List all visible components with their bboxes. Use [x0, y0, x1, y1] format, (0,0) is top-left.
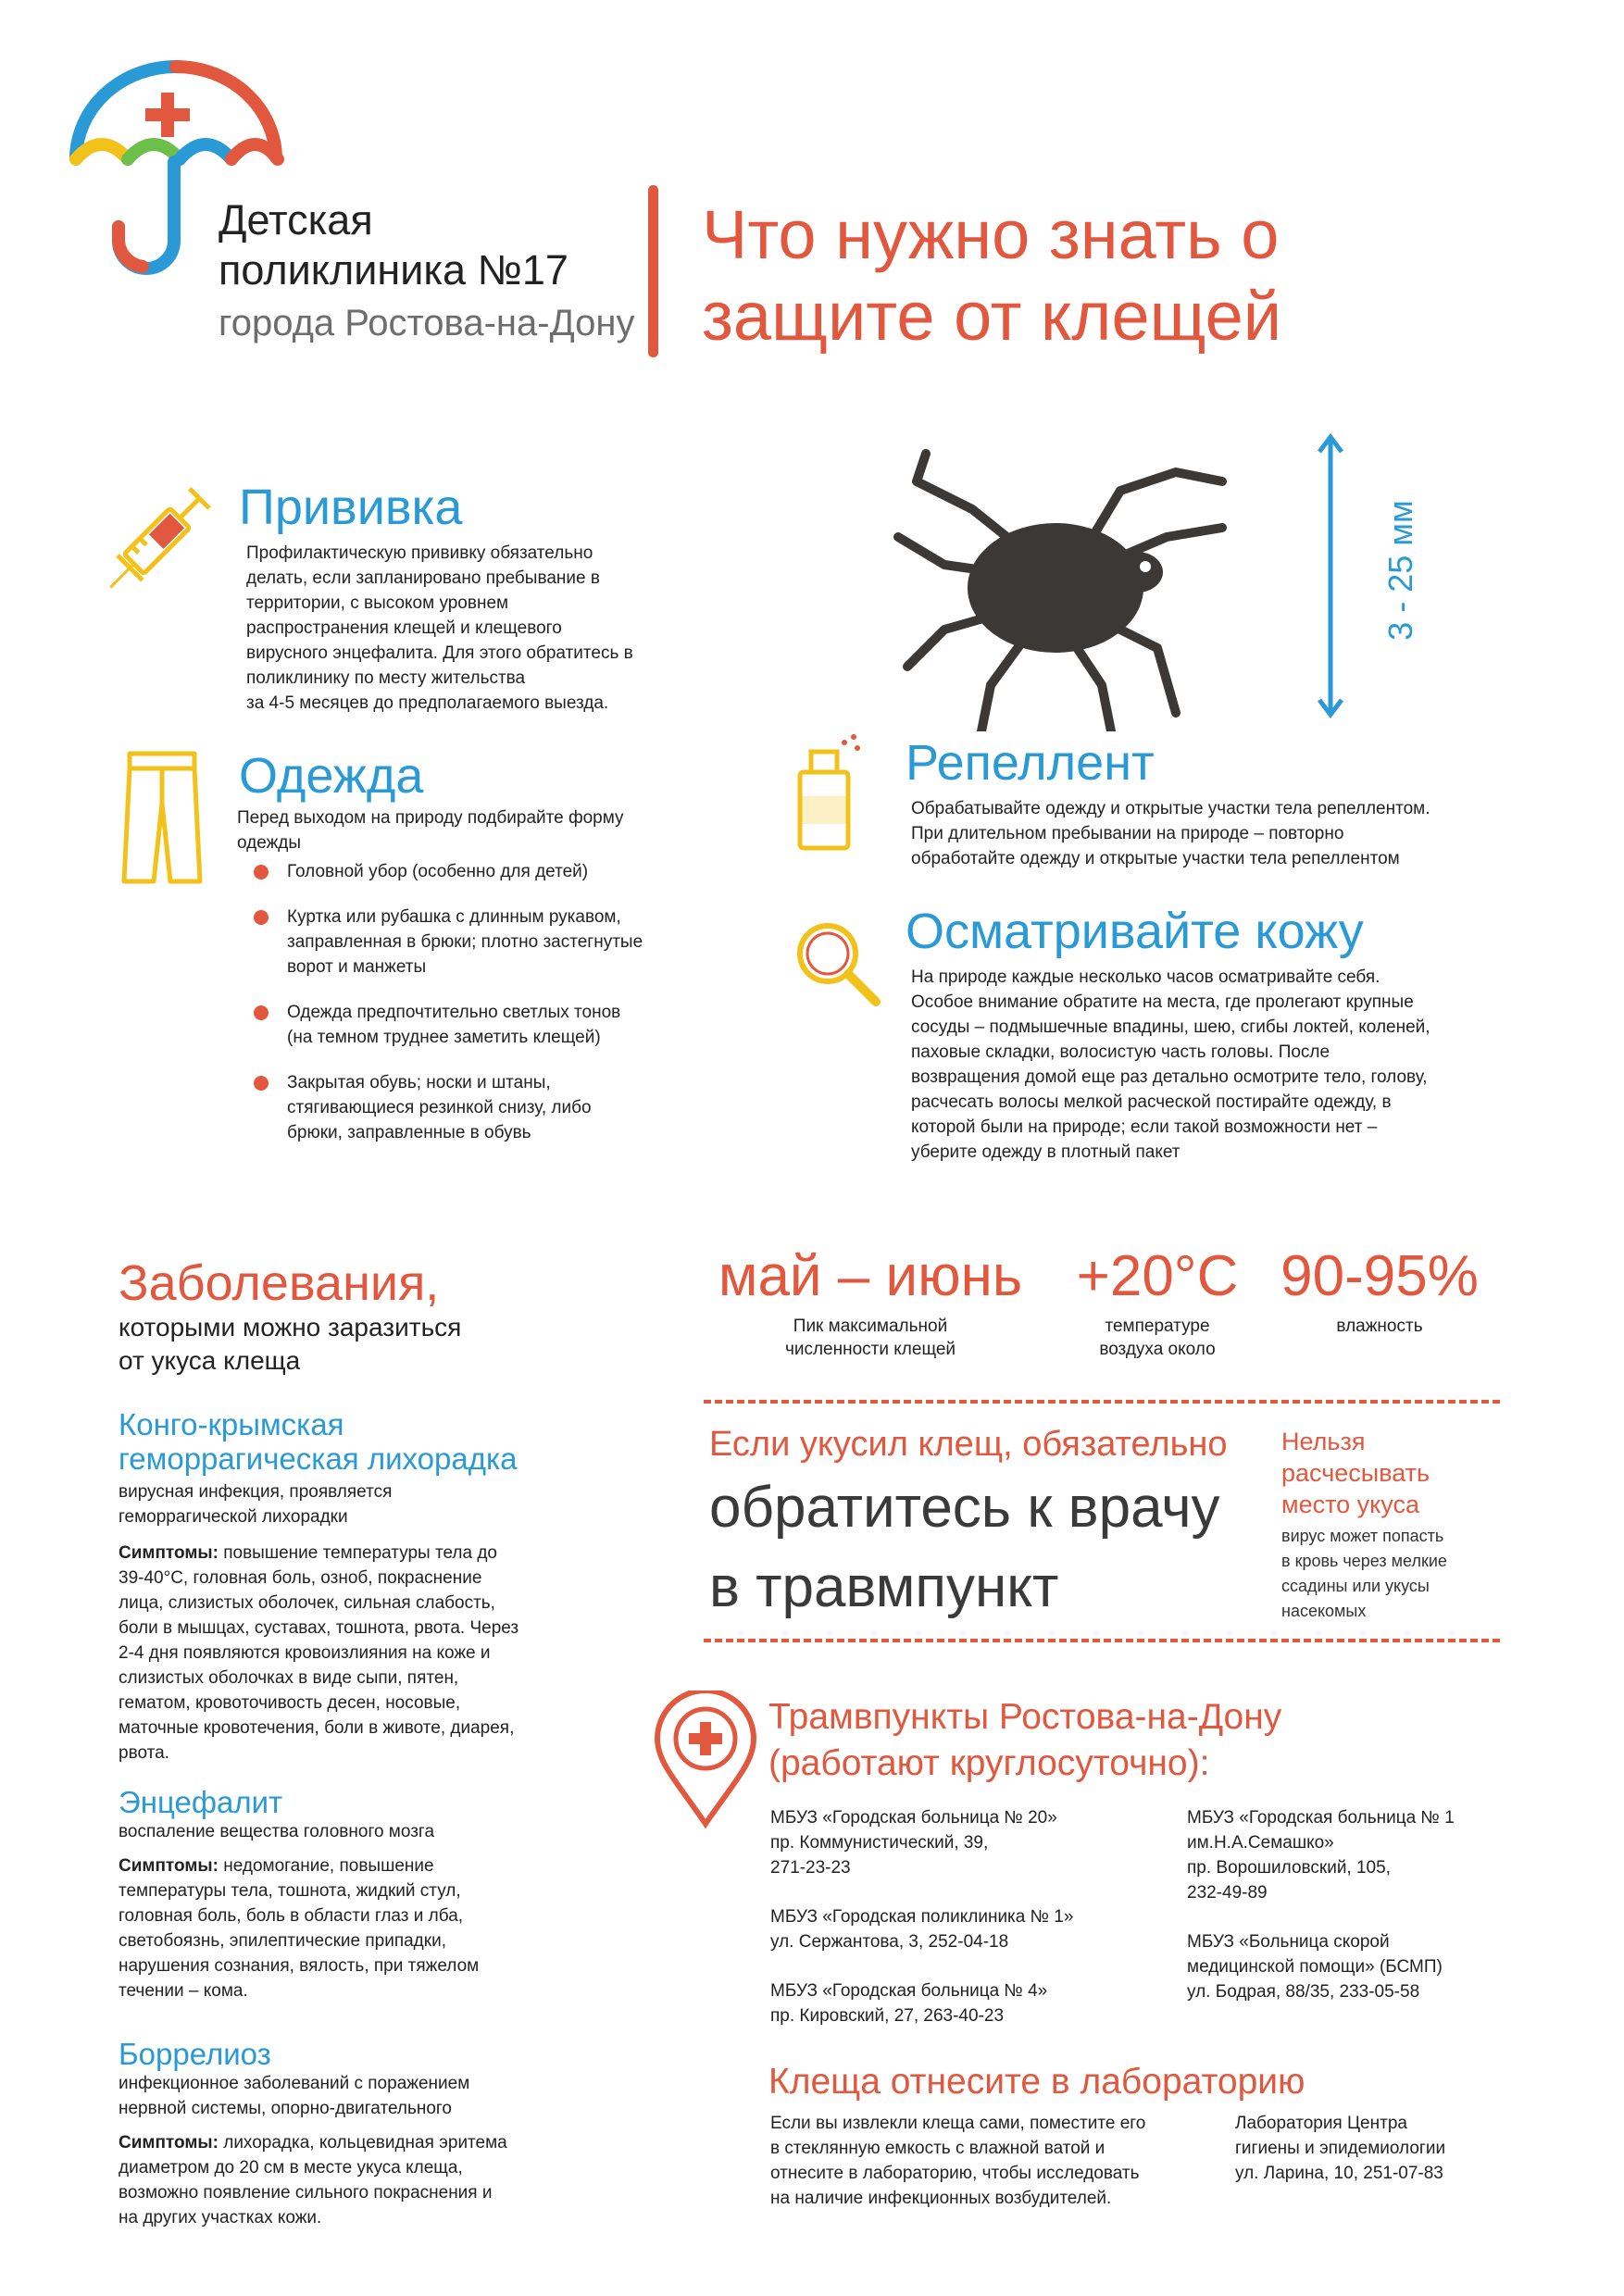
trauma-title: Трамвпункты Ростова-на-Дону (работают круглосуточно):: [768, 1697, 1282, 1783]
header-divider: [648, 185, 658, 357]
clothing-title: Одежда: [239, 748, 424, 804]
org-line2: поликлиника №17: [219, 246, 568, 293]
org-line3: города Ростова-на-Дону: [219, 303, 635, 343]
disease-item: Боррелиоз инфекционное заболеваний с поражением нервной системы, опорно-двигательного Симптомы: лихорадка, кольцевидная эритема диаметром до 20 см в месте укуса клеща, возможно появление сильного покраснения и на других участках кожи.: [119, 2037, 507, 2227]
page-title-line2: защите от клещей: [702, 278, 1282, 355]
repellent-text: Обрабатывайте одежду и открытые участки тела репеллентом. При длительном пребывании на природе – повторно обработайте одежду и открытые участки тела репеллентом: [911, 799, 1430, 868]
lab-title: Клеща отнесите в лабораторию: [768, 2062, 1305, 2102]
bite-line1: Если укусил клещ, обязательно: [709, 1425, 1228, 1464]
vaccination-title: Прививка: [239, 480, 463, 535]
tick-size-label: 3 - 25 мм: [1381, 500, 1419, 641]
disease-item: Энцефалит воспаление вещества головного мозга Симптомы: недомогание, повышение температуры тела, тошнота, жидкий стул, головная боль, боль в области глаз и лба, светобоязнь, эпилептические припадки, нарушения сознания, вялость, при тяжелом течении – кома.: [119, 1785, 480, 2001]
bite-line3: в травмпункт: [709, 1555, 1059, 1619]
syringe-icon: [81, 472, 230, 625]
clothing-list: [254, 859, 735, 1166]
vaccination-text: Профилактическую прививку обязательно делать, если запланировано пребывание в территории, с высоком уровнем распространения клещей и клещевого вирусного энцефалита. Для этого обратитесь в поликлинику по месту жительства за 4-5 месяцев до предполагаемого выезда.: [246, 543, 633, 713]
size-arrow-icon: [1317, 431, 1344, 725]
list-item: МБУЗ «Городская больница № 20» пр. Коммунистический, 39, 271-23-23: [770, 1808, 1057, 1878]
bite-line2: обратитесь к врачу: [709, 1476, 1220, 1540]
pants-icon: [120, 748, 204, 892]
org-line1: Детская: [219, 196, 373, 243]
page-title-line1: Что нужно знать о: [702, 196, 1280, 273]
list-item: МБУЗ «Больница скорой медицинской помощи» (БСМП) ул. Бодрая, 88/35, 233-05-58: [1187, 1932, 1443, 2002]
list-item: МБУЗ «Городская больница № 4» пр. Кировский, 27, 263-40-23: [770, 1981, 1048, 2026]
disease-item: Конго-крымская геморрагическая лихорадка вирусная инфекция, проявляется геморрагической лихорадки Симптомы: повышение температуры тела до 39-40°С, головная боль, озноб, покраснение лица, слизистых оболочек, сильная слабость, боли в мышцах, суставах, тошнота, рвота. Через 2-4 дня появляются кровоизлияния на коже и слизистых оболочках в виде сыпи, пятен, гематом, кровоточивость десен, носовые, маточные кровотечения, боли в животе, диарея, рвота.: [119, 1407, 519, 1763]
spray-can-icon: [783, 731, 867, 856]
magnifier-icon: [791, 917, 883, 1014]
stat-temperature: +20°С температуре воздуха около: [1076, 1244, 1239, 1359]
stat-season: май – июнь Пик максимальной численности клещей: [718, 1244, 1023, 1359]
diseases-subtitle: которыми можно заразиться от укуса клеща: [119, 1313, 462, 1375]
tick-illustration-icon: [889, 435, 1259, 736]
divider-bottom: [704, 1639, 1500, 1642]
trauma-list-right: [1187, 1805, 1548, 2004]
list-item: МБУЗ «Городская поликлиника № 1» ул. Сержантова, 3, 252-04-18: [770, 1907, 1074, 1952]
list-item: МБУЗ «Городская больница № 1 им.Н.А.Семашко» пр. Ворошиловский, 105, 232-49-89: [1187, 1808, 1455, 1903]
clothing-intro: Перед выходом на природу подбирайте форму одежды: [237, 808, 624, 853]
trauma-list-left: [770, 1805, 1168, 2028]
list-item: Одежда предпочтительно светлых тонов (на темном труднее заметить клещей): [254, 1000, 735, 1050]
tick-size-wrap: [1378, 496, 1419, 644]
diseases-title: Заболевания,: [119, 1255, 440, 1311]
list-item: Куртка или рубашка с длинным рукавом, заправленная в брюки; плотно застегнутые ворот и манжеты: [254, 905, 735, 980]
bite-note: вирус может попасть в кровь через мелкие ссадины или укусы насекомых: [1281, 1527, 1447, 1620]
skin-title: Осматривайте кожу: [906, 904, 1364, 959]
repellent-title: Репеллент: [906, 735, 1155, 791]
list-item: Головной убор (особенно для детей): [254, 859, 735, 884]
list-item: Закрытая обувь; носки и штаны, стягивающиеся резинкой снизу, либо брюки, заправленные в обувь: [254, 1070, 735, 1145]
lab-text: Если вы извлекли клеща сами, поместите его в стеклянную емкость с влажной ватой и отнесите в лабораторию, чтобы исследовать на наличие инфекционных возбудителей.: [770, 2114, 1146, 2208]
divider-top: [704, 1400, 1500, 1404]
skin-text: На природе каждые несколько часов осматривайте себя. Особое внимание обратите на места, где пролегают крупные сосуды – подмышечные впадины, шею, сгибы локтей, коленей, паховые складки, волосистую часть головы. После возвращения домой еще раз детально осмотрите тело, голову, расчесать волосы мелкой расческой постирайте одежду, в которой были на природе; если такой возможности нет – уберите одежду в плотный пакет: [911, 967, 1430, 1162]
bite-warning: Нельзя расчесывать место укуса: [1281, 1428, 1430, 1518]
lab-address: Лаборатория Центра гигиены и эпидемиологии ул. Ларина, 10, 251-07-83: [1235, 2114, 1446, 2183]
stat-humidity: 90-95% влажность: [1280, 1244, 1479, 1336]
location-pin-icon: [650, 1691, 761, 1834]
